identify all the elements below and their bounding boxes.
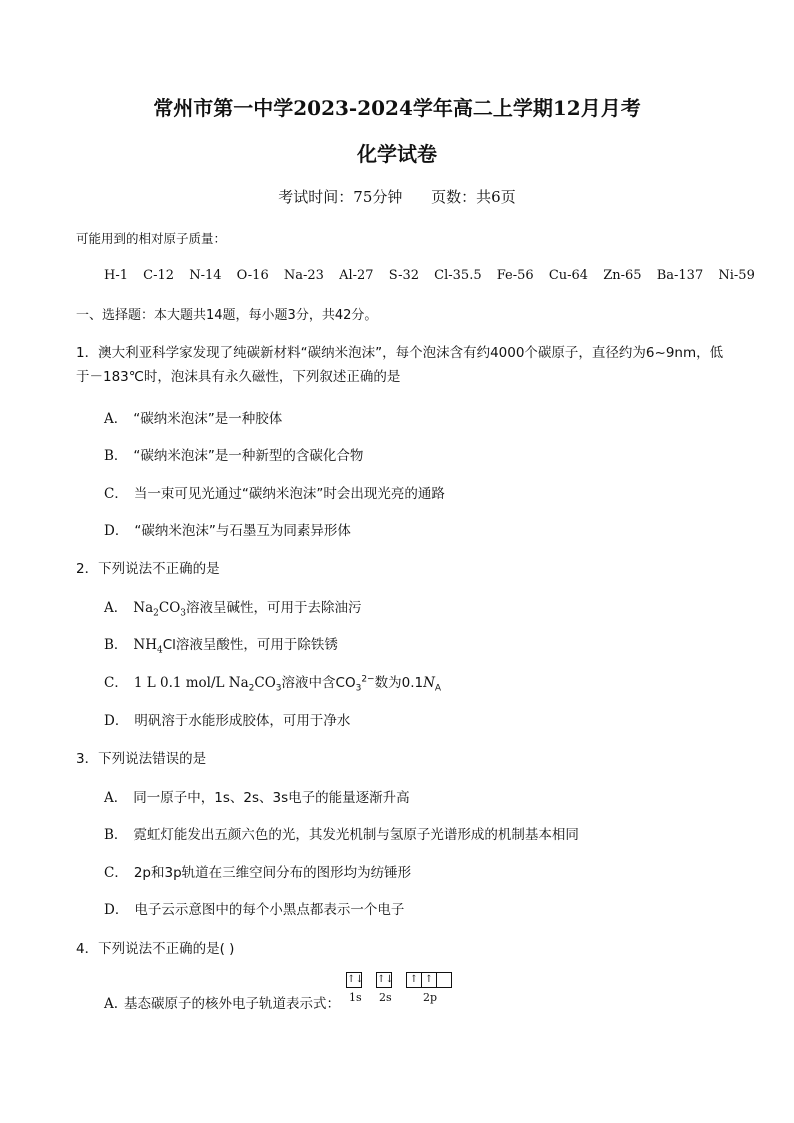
- atomic-mass-list: [104, 268, 766, 283]
- exam-meta: [0, 186, 794, 207]
- atomic-mass-item: Ni-59: [718, 268, 755, 283]
- exam-title: 常州市第一中学2023-2024学年高二上学期12月月考: [153, 96, 641, 120]
- question-2-option-d: D． 明矾溶于水能形成胶体，可用于净水: [104, 713, 351, 729]
- question-2-option-b: B． $NH_4Cl$溶液呈酸性，可用于除铁锈: [104, 637, 338, 656]
- atomic-mass-item: Al-27: [339, 268, 374, 283]
- question-1-option-a: A． “碳纳米泡沫”是一种胶体: [104, 411, 283, 427]
- orbital-box-2p-2: ↑: [421, 972, 437, 988]
- orbital-label-2p: 2p: [423, 991, 438, 1004]
- exam-time: 考试时间：75分钟: [278, 188, 403, 206]
- atomic-mass-item: N-14: [189, 268, 222, 283]
- question-1-option-c: C． 当一束可见光通过“碳纳米泡沫”时会出现光亮的通路: [104, 486, 445, 502]
- orbital-box-2p-1: ↑: [406, 972, 422, 988]
- orbital-box-1s: ↑↓: [346, 972, 362, 988]
- atomic-mass-item: H-1: [104, 268, 129, 283]
- atomic-mass-item: Cu-64: [548, 268, 589, 283]
- question-3-option-b: B． 霓虹灯能发出五颜六色的光，其发光机制与氢原子光谱形成的机制基本相同: [104, 827, 579, 843]
- page-count: 页数：共6页: [431, 188, 516, 206]
- question-2-stem: 2．下列说法不正确的是: [76, 561, 220, 577]
- orbital-label-2s: 2s: [379, 991, 392, 1004]
- question-4-option-a: A. 基态碳原子的核外电子轨道表示式：: [104, 996, 341, 1012]
- atomic-mass-item: Na-23: [283, 268, 324, 283]
- atomic-mass-item: C-12: [143, 268, 175, 283]
- atomic-mass-note: 可能用到的相对原子质量：: [76, 231, 227, 246]
- question-1-option-b: B． “碳纳米泡沫”是一种新型的含碳化合物: [104, 448, 364, 464]
- atomic-mass-item: Fe-56: [496, 268, 534, 283]
- atomic-mass-item: Ba-137: [656, 268, 704, 283]
- question-2-option-a: A． $Na_2CO_3$溶液呈碱性，可用于去除油污: [104, 600, 362, 619]
- section-header: 一、选择题：本大题共14题，每小题3分，共42分。: [76, 308, 378, 323]
- question-4-stem: 4．下列说法不正确的是( ): [76, 941, 235, 957]
- orbital-box-2p-3: [436, 972, 452, 988]
- orbital-label-1s: 1s: [349, 991, 362, 1004]
- question-3-option-c: C． 2p和3p轨道在三维空间分布的图形均为纺锤形: [104, 865, 412, 881]
- atomic-mass-item: Cl-35.5: [434, 268, 482, 283]
- question-3-option-a: A． 同一原子中，1s、2s、3s电子的能量逐渐升高: [104, 790, 410, 806]
- question-2-option-c: C． 1 L 0.1 mol/L $Na_2CO_3$溶液中含$CO_3^{2-}$数为$0.1N_A$: [104, 674, 442, 694]
- question-3-option-d: D． 电子云示意图中的每个小黑点都表示一个电子: [104, 902, 405, 918]
- atomic-mass-item: Zn-65: [603, 268, 642, 283]
- question-1-stem: 1．澳大利亚科学家发现了纯碳新材料“碳纳米泡沫”，每个泡沫含有约4000个碳原子，直径约为6~9nm，低于－183℃时，泡沫具有永久磁性，下列叙述正确的是: [76, 345, 724, 385]
- atomic-mass-item: S-32: [388, 268, 420, 283]
- exam-subtitle: 化学试卷: [357, 142, 437, 166]
- orbital-box-2s: ↑↓: [376, 972, 392, 988]
- atomic-mass-item: O-16: [236, 268, 269, 283]
- question-3-stem: 3．下列说法错误的是: [76, 751, 207, 767]
- question-1-option-d: D． “碳纳米泡沫”与石墨互为同素异形体: [104, 523, 351, 539]
